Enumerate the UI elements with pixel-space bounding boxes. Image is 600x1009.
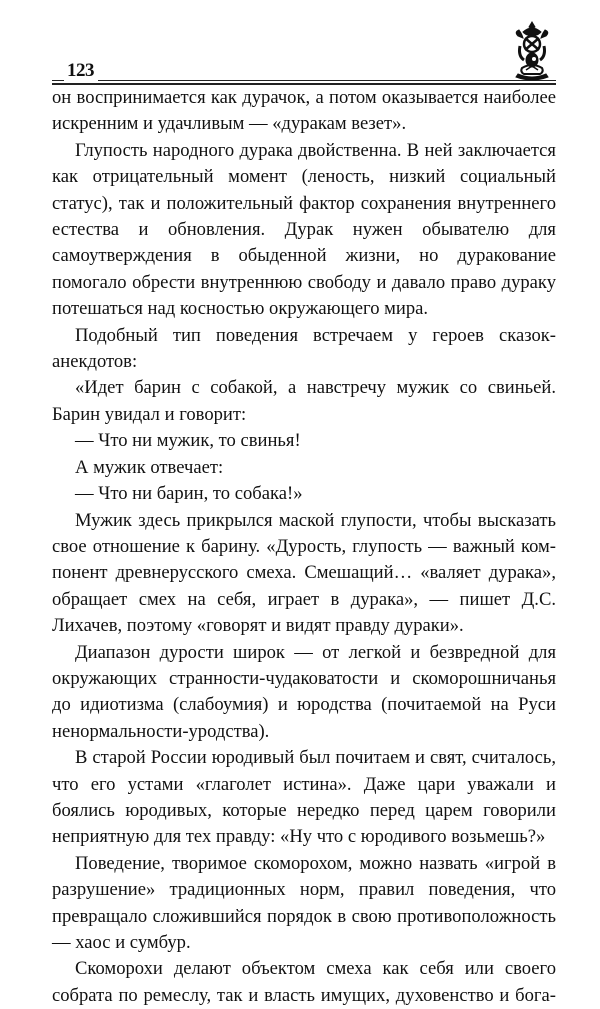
- body-text: [52, 85, 556, 1009]
- paragraph: В старой России юродивый был почитаем и свят, считалось, что его устами «глаголет истина». Даже цари уважали и боялись юродивых, которые нередко перед царем говорили неприятную для тех правду: «Ну что с юродивого возьмешь?»: [52, 747, 556, 848]
- paragraph: Глупость народного дурака двойственна. В ней заключается как отрицательный момент (леность, низкий социальный статус), так и положительный фактор сохранения внутреннего естества и обновления. Дурак нужен обывателю для самоутверждения в обыденной жизни, но дуракование помогало обрести внутреннюю свободу и давало право дураку потешаться над косностью окружающего мира.: [52, 139, 556, 320]
- header-rule-thin: [52, 80, 556, 81]
- paragraph: Подобный тип поведения встречаем у героев сказок-анекдотов:: [52, 324, 556, 373]
- paragraph: Поведение, творимое скоморохом, можно назвать «игрой в разрушение» традиционных норм, правил поведения, что превращало сложившийся порядок в свою противоположность — хаос и сумбур.: [52, 852, 556, 953]
- celtic-knot-ornament-icon: [510, 20, 554, 84]
- page-number: 123: [64, 60, 98, 82]
- dialogue-line: А мужик отвечает:: [75, 456, 224, 478]
- paragraph-continues: Скоморохи делают объектом смеха как себя или своего собрата по ремеслу, так и власть имущих, духовенство и бога-: [52, 958, 556, 1006]
- dialogue-line: — Что ни мужик, то свинья!: [75, 430, 301, 452]
- paragraph: Мужик здесь прикрылся маской глупости, чтобы высказать свое отношение к барину. «Дурость, глупость — важный компонент древнерусского смеха. Смешащий… «валяет дурака», обращает смех на себя, играет в дурака», — пишет Д.С. Лихачев, поэтому «говорят и видят правду дураки».: [52, 509, 556, 637]
- dialogue-line: — Что ни барин, то собака!»: [75, 483, 303, 505]
- quote-paragraph: «Идет барин с собакой, а навстречу мужик со свиньей. Барин увидал и говорит:: [52, 377, 556, 425]
- running-header: [52, 60, 556, 86]
- paragraph-continuation: он воспринимается как дурачок, а потом оказывается наиболее искренним и удачливым — «дуракам везет».: [52, 87, 556, 135]
- paragraph: Диапазон дурости широк — от легкой и безвредной для окружающих странности-чудаковатости и скоморошничанья до идиотизма (слабоумия) и юродства (почитаемой на Руси ненормальности-уродства).: [52, 641, 556, 742]
